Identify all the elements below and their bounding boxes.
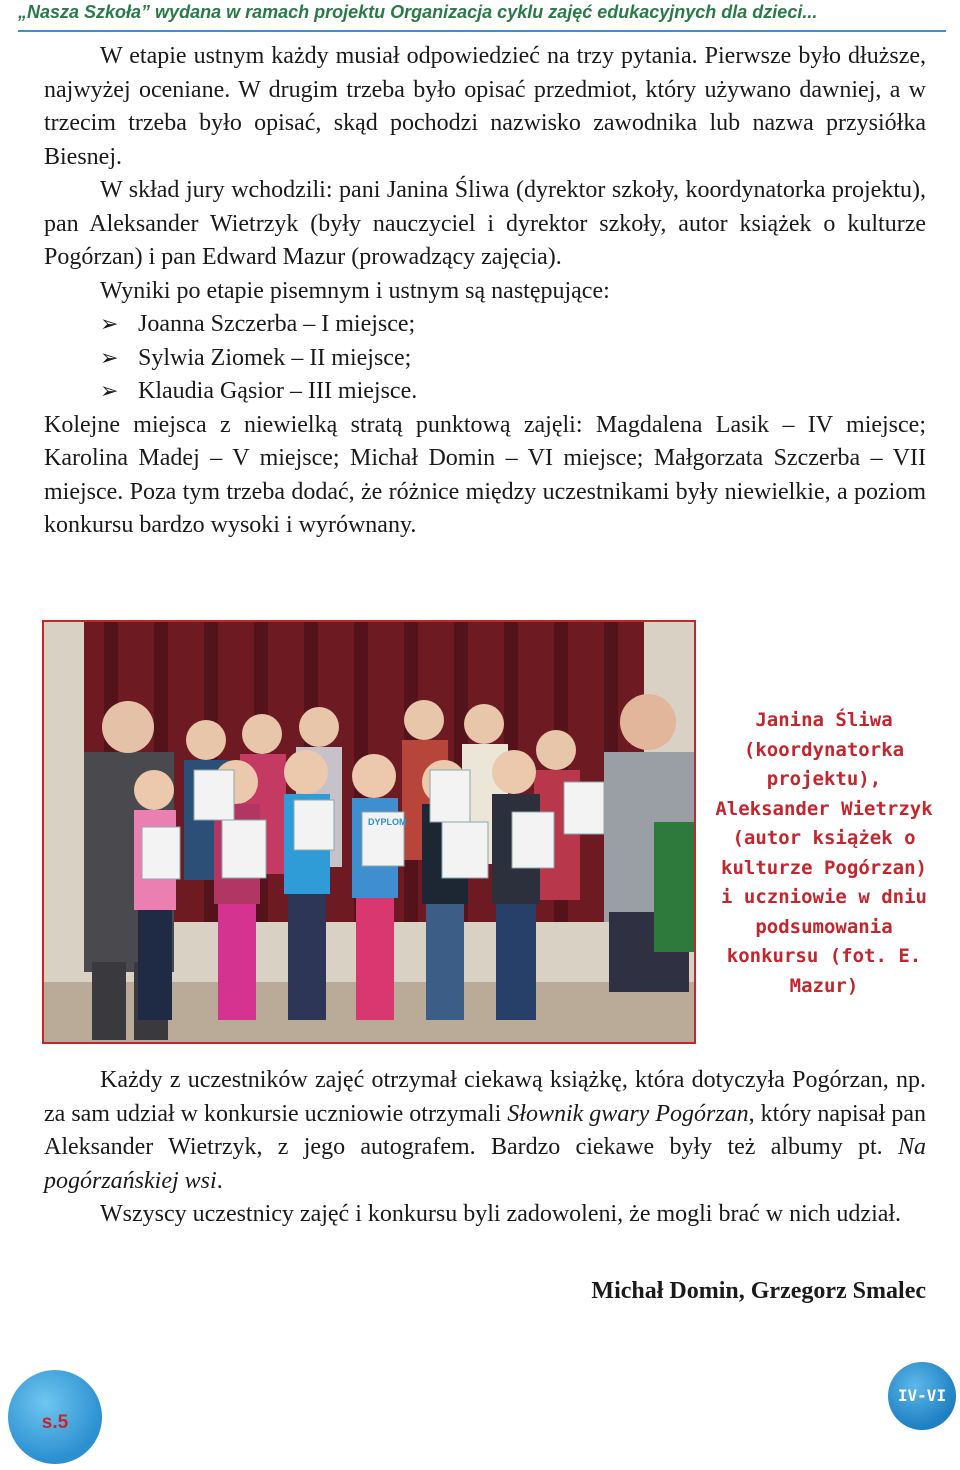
results-list [44,308,926,409]
list-item: ➢ Klaudia Gąsior – III miejsce. [44,375,926,409]
group-photo [42,620,696,1044]
paragraph-oral-stage: W etapie ustnym każdy musiał odpowiedzieć na trzy pytania. Pierwsze było dłuższe, najwyżej oceniane. W drugim trzeba było opisać przedmiot, który używano dawniej, a w trzecim trzeba było opisać, skąd pochodzi nazwisko zawodnika lub nazwa przysiółka Biesnej. [44,43,926,170]
page-number: s.5 [41,1412,69,1433]
paragraph-results-intro: Wyniki po etapie pisemnym i ustnym są następujące: [100,277,610,304]
header-rule [18,30,946,32]
list-item: ➢ Joanna Szczerba – I miejsce; [44,308,926,342]
album-title: Na pogórzańskiej wsi [44,1134,926,1194]
paragraph-closing: Wszyscy uczestnicy zajęć i konkursu byli zadowoleni, że mogli brać w nich udział. [100,1201,902,1227]
arrow-bullet-icon: ➢ [100,312,119,337]
paragraph-books: Każdy z uczestników zajęć otrzymał ciekawą książkę, która dotyczyła Pogórzan, np. za sam udział w konkursie uczniowie otrzymali Słownik gwary Pogórzan, który napisał pan Aleksander Wietrzyk, z jego autografem. Bardzo ciekawe były też albumy pt. Na pogórzańskiej wsi. [44,1067,927,1194]
list-item: ➢ Sylwia Ziomek – II miejsce; [44,342,926,376]
grade-label: IV-VI [897,1386,947,1405]
article-body-bottom [44,1064,926,1232]
book-title-dictionary: Słownik gwary Pogórzan [507,1100,749,1127]
paragraph-other-places: Kolejne miejsca z niewielką stratą punktową zajęli: Magdalena Lasik – IV miejsce; Karolina Madej – V miejsce; Michał Domin – VI miejsce; Małgorzata Szczerba – VII miejsce. Poza tym trzeba dodać, że różnice między uczestnikami były niewielkie, a poziom konkursu bardzo wysoki i wyrównany. [44,411,926,538]
arrow-bullet-icon: ➢ [100,379,119,404]
diploma-label: DYPLOM [368,817,407,827]
photo-caption: Janina Śliwa (koordynatorka projektu), Aleksander Wietrzyk (autor książek o kulturze Pogórzan) i uczniowie w dniu podsumowania konkursu (fot. E. Mazur) [715,709,933,997]
running-header [18,2,948,32]
paragraph-jury: W skład jury wchodzili: pani Janina Śliwa (dyrektor szkoły, koordynatorka projektu), pan Aleksander Wietrzyk (były nauczyciel i dyrektor szkoły, autor książek o kulturze Pogórzan) i pan Edward Mazur (prowadzący zajęcia). [44,177,926,270]
header-project-title: Organizacja cyklu zajęć edukacyjnych dla dzieci... [390,2,818,22]
article-authors: Michał Domin, Grzegorz Smalec [591,1278,926,1304]
arrow-bullet-icon: ➢ [100,345,119,371]
header-publication: „Nasza Szkoła” wydana w ramach projektu [18,2,391,22]
article-body-top [44,40,926,543]
